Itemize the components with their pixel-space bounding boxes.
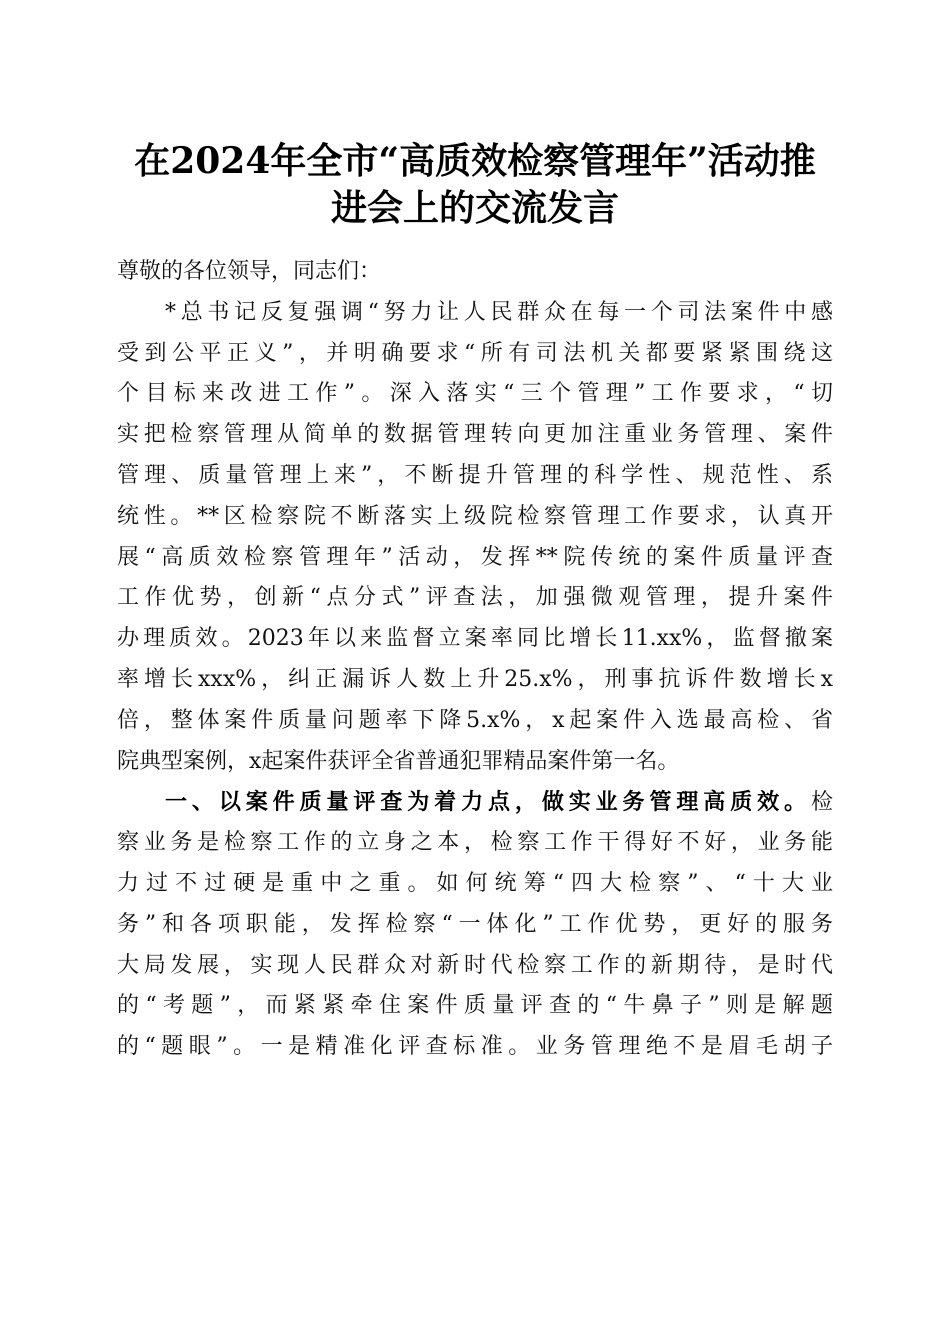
paragraph-line: 务”和各项职能，发挥检察“一体化”工作优势，更好的服务 xyxy=(117,911,833,937)
document-body xyxy=(117,252,833,1068)
paragraph-line: 的“考题”，而紧紧牵住案件质量评查的“牛鼻子”则是解题 xyxy=(117,993,833,1019)
paragraph-line: 实把检察管理从简单的数据管理转向更加注重业务管理、案件 xyxy=(117,422,833,448)
title-line-2: 进会上的交流发言 xyxy=(330,187,619,229)
paragraph-line: 受到公平正义”，并明确要求“所有司法机关都要紧紧围绕这 xyxy=(117,340,833,366)
salutation: 尊敬的各位领导，同志们： xyxy=(117,259,382,284)
section-1-heading-tail: 检 xyxy=(810,790,833,816)
paragraph-line: 察业务是检察工作的立身之本，检察工作干得好不好，业务能 xyxy=(117,830,833,856)
paragraph-line: 统性。**区检察院不断落实上级院检察管理工作要求，认真开 xyxy=(117,503,833,529)
paragraph-line: 管理、质量管理上来”，不断提升管理的科学性、规范性、系 xyxy=(117,462,833,488)
paragraph-line: 的“题眼”。一是精准化评查标准。业务管理绝不是眉毛胡子 xyxy=(117,1034,833,1060)
section-1-heading: 一、以案件质量评查为着力点，做实业务管理高质效。 xyxy=(165,789,811,816)
paragraph-line: 大局发展，实现人民群众对新时代检察工作的新期待，是时代 xyxy=(117,952,833,978)
paragraph-intro xyxy=(117,293,833,783)
paragraph-line: *总书记反复强调“努力让人民群众在每一个司法案件中感 xyxy=(165,299,833,325)
paragraph-line: 力过不过硬是重中之重。如何统筹“四大检察”、“十大业 xyxy=(117,870,833,896)
section-1 xyxy=(117,782,833,1068)
paragraph-line: 倍，整体案件质量问题率下降5.x%，x起案件入选最高检、省 xyxy=(117,707,833,733)
section-1-first-line xyxy=(117,782,833,823)
title-line-1: 在2024年全市“高质效检察管理年”活动推 xyxy=(134,140,816,182)
paragraph-line: 工作优势，创新“点分式”评查法，加强微观管理，提升案件 xyxy=(117,585,833,611)
paragraph-line: 率增长xxx%，纠正漏诉人数上升25.x%，刑事抗诉件数增长x xyxy=(117,666,833,692)
paragraph-line: 办理质效。2023年以来监督立案率同比增长11.xx%，监督撤案 xyxy=(117,626,833,652)
paragraph-line: 院典型案例，x起案件获评全省普通犯罪精品案件第一名。 xyxy=(117,748,680,774)
document-title xyxy=(100,138,850,232)
paragraph-line: 展“高质效检察管理年”活动，发挥**院传统的案件质量评查 xyxy=(117,544,833,570)
paragraph-line: 个目标来改进工作”。深入落实“三个管理”工作要求，“切 xyxy=(117,381,833,407)
